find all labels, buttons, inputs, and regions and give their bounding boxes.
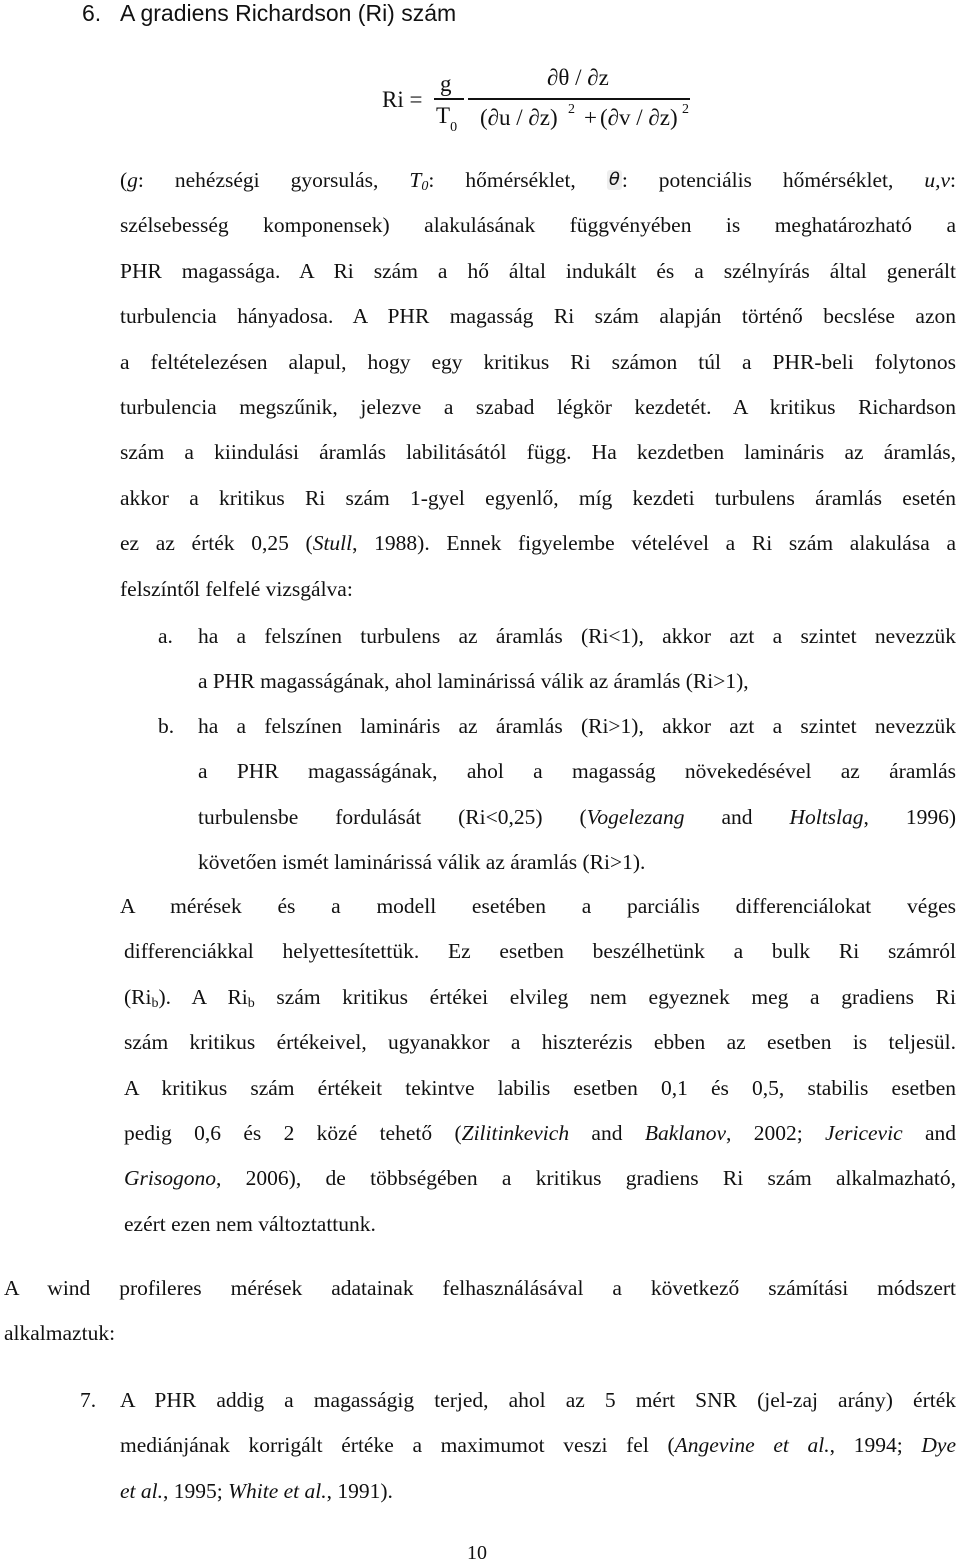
formula-fraction-line-left <box>434 98 464 100</box>
formula-denominator-v: (∂v / ∂z) <box>600 105 678 130</box>
definitions-line-1: (g: nehézségi gyorsulás, $T_0$: hőmérséklet, θ: potenciális hőmérséklet, u,v: <box>120 168 957 194</box>
item7-line-2: mediánjának korrigált értéke a maximumot veszi fel (Angevine et al., 1994; Dye <box>120 1433 956 1458</box>
formula-sup-v: 2 <box>682 102 689 117</box>
wind-line-1: A wind profileres mérések adatainak felhasználásával a következő számítási módszert <box>4 1276 956 1300</box>
definitions-line-7: szám a kiindulási áramlás labilitásától függ. Ha kezdetben lamináris az áramlás, <box>120 440 956 465</box>
definitions-line-10: felszíntől felfelé vizsgálva: <box>120 576 353 601</box>
bulk-line-3: $(Ri_b)$. A $Ri_b$ szám kritikus értékei elvileg nem egyeznek meg a gradiens Ri <box>124 984 956 1011</box>
list-item-b-line-3: turbulensbe fordulását (Ri<0,25) (Vogelezang and Holtslag, 1996) <box>198 804 956 829</box>
formula-fraction-line-right <box>468 98 690 100</box>
formula-denominator-u: (∂u / ∂z) <box>480 105 558 130</box>
richardson-formula <box>382 66 702 142</box>
formula-plus: + <box>584 105 597 130</box>
definitions-line-9: ez az érték 0,25 (Stull, 1988). Ennek figyelembe vételével a Ri szám alakulása a <box>120 531 956 556</box>
numbered-item-7 <box>80 1378 956 1518</box>
list-marker: a. <box>158 624 173 648</box>
bulk-line-7: Grisogono, 2006), de többségében a kritikus gradiens Ri szám alkalmazható, <box>124 1166 956 1191</box>
definitions-line-3: PHR magassága. A Ri szám a hő által indukált és a szélnyírás által generált <box>120 258 956 283</box>
definitions-line-5: a feltételezésen alapul, hogy egy kritikus Ri számon túl a PHR-beli folytonos <box>120 349 956 374</box>
definitions-line-6: turbulencia megszűnik, jelezve a szabad légkör kezdetét. A kritikus Richardson <box>120 395 956 420</box>
bulk-line-4: szám kritikus értékeivel, ugyanakkor a hiszterézis ebben az esetben is teljesül. <box>124 1030 956 1055</box>
bulk-line-5: A kritikus szám értékeit tekintve labilis esetben 0,1 és 0,5, stabilis esetben <box>124 1075 956 1100</box>
section-title: A gradiens Richardson (Ri) szám <box>120 0 457 26</box>
item-number: 7. <box>80 1388 97 1412</box>
bulk-paragraph <box>120 884 956 1247</box>
item7-line-1: A PHR addig a magasságig terjed, ahol az 5 mért SNR (jel-zaj arány) érték <box>120 1388 956 1412</box>
definitions-line-8: akkor a kritikus Ri szám 1-gyel egyenlő, míg kezdeti turbulens áramlás esetén <box>120 485 956 510</box>
bulk-line-6: pedig 0,6 és 2 közé tehető (Zilitinkevich and Baklanov, 2002; Jericevic and <box>124 1121 957 1146</box>
bulk-line-8: ezért ezen nem változtattunk. <box>124 1211 376 1236</box>
formula-t0: $T_0$ <box>436 103 458 135</box>
list-item-b-line-2: a PHR magasságának, ahol a magasság növekedésével az áramlás <box>198 759 956 784</box>
item7-line-3: et al., 1995; White et al., 1991). <box>120 1478 393 1503</box>
section-number: 6. <box>82 0 102 26</box>
theta-symbol-icon: θ <box>608 169 620 190</box>
wind-line-2: alkalmaztuk: <box>4 1321 116 1346</box>
list-item-a-line-2: a PHR magasságának, ahol laminárissá válik az áramlás (Ri>1), <box>198 669 749 694</box>
formula-sup-u: 2 <box>568 102 575 117</box>
definitions-paragraph <box>120 158 956 612</box>
bulk-line-1: A mérések és a modell esetében a parciális differenciálokat véges <box>120 894 956 918</box>
formula-g: g <box>440 71 452 96</box>
list-marker: b. <box>158 714 175 738</box>
list-item-b-line-1: ha a felszínen lamináris az áramlás (Ri>1), akkor azt a szintet nevezzük <box>198 714 956 738</box>
list-item-a-line-1: ha a felszínen turbulens az áramlás (Ri<1), akkor azt a szintet nevezzük <box>198 624 956 648</box>
list-item-b <box>158 704 956 886</box>
wind-profiler-paragraph <box>4 1266 956 1357</box>
definitions-line-4: turbulencia hányadosa. A PHR magasság Ri szám alapján történő becslése azon <box>120 304 956 329</box>
formula-lhs: Ri = <box>382 87 423 112</box>
formula-numerator: ∂θ / ∂z <box>547 65 609 90</box>
bulk-line-2: differenciákkal helyettesítettük. Ez esetben beszélhetünk a bulk Ri számról <box>124 939 956 964</box>
list-item-b-line-4: követően ismét laminárissá válik az áramlás (Ri>1). <box>198 850 646 875</box>
list-item-a <box>158 614 956 706</box>
definitions-line-2: szélsebesség komponensek) alakulásának függvényében is meghatározható a <box>120 213 956 238</box>
section-heading <box>82 0 456 26</box>
page-number: 10 <box>467 1542 487 1564</box>
